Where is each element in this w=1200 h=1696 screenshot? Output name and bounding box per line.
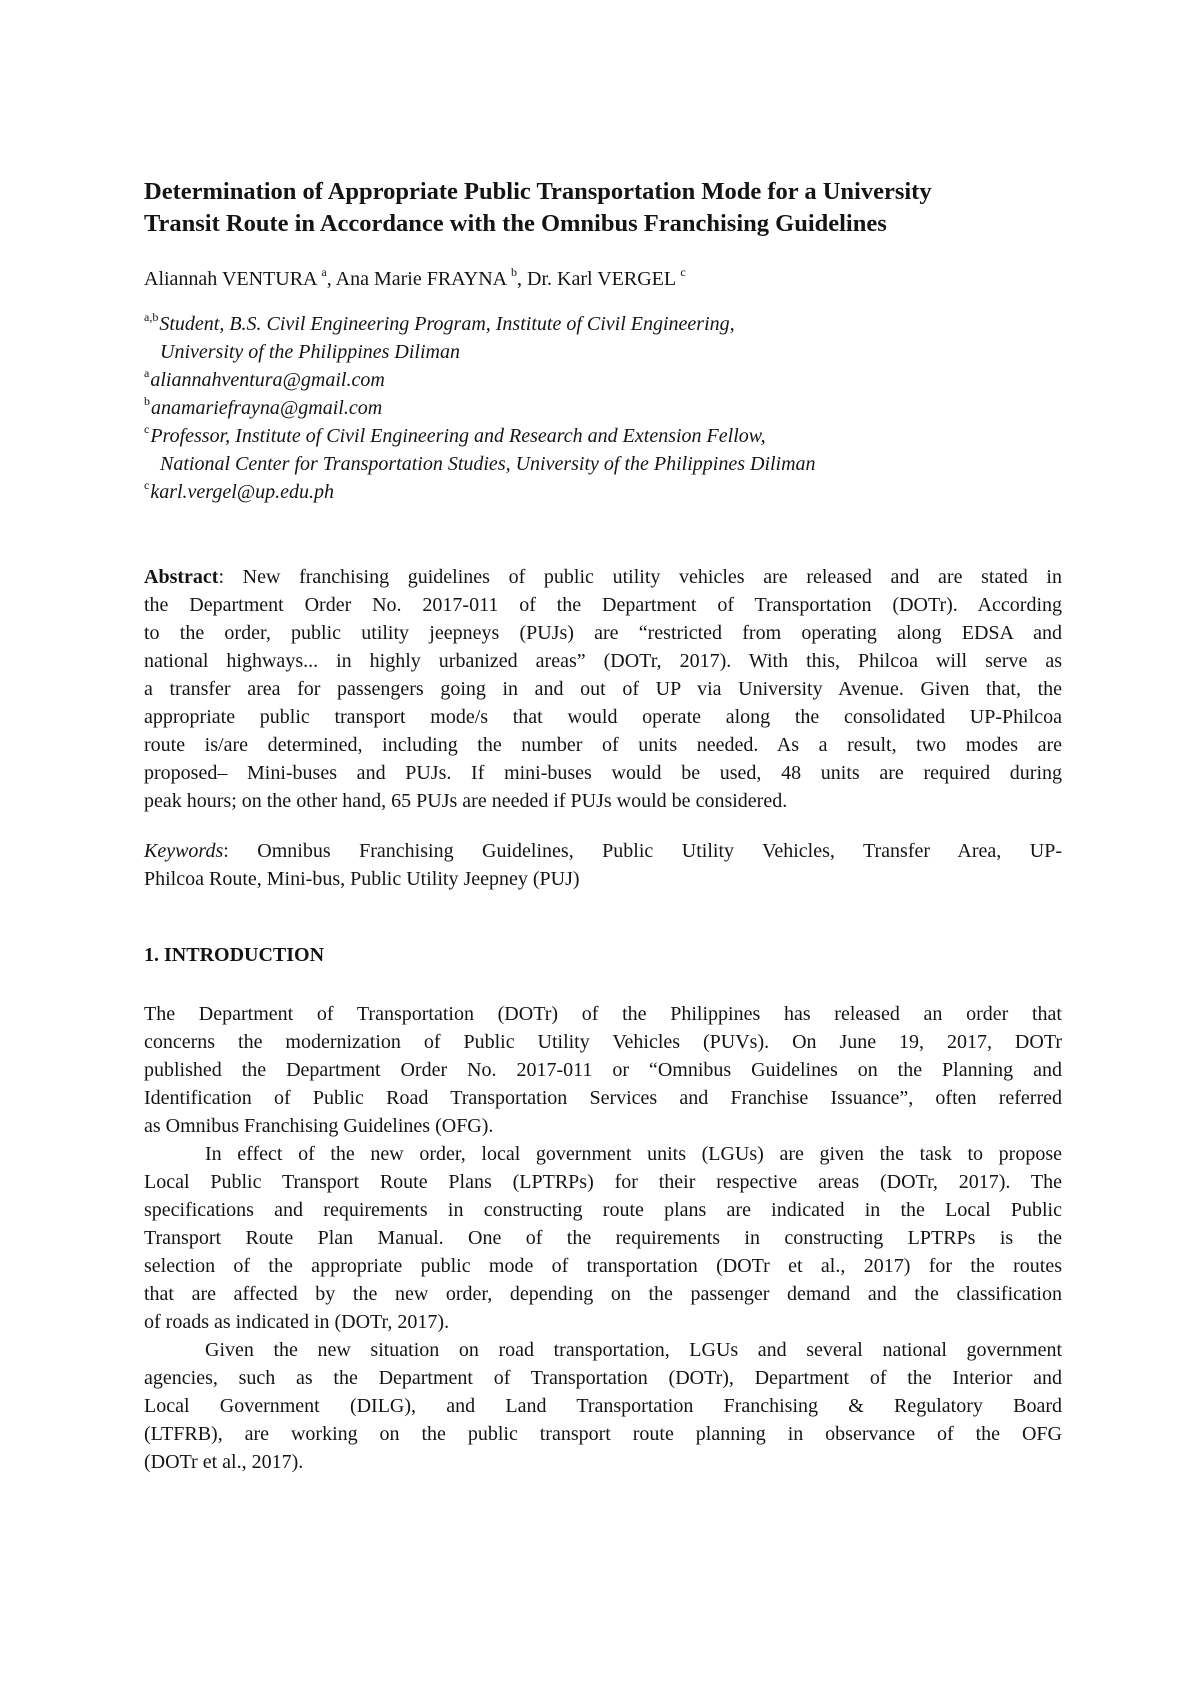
paper-title [144, 176, 1062, 240]
abstract-line [144, 563, 1062, 591]
author-email: aliannahventura@gmail.com [150, 369, 385, 391]
paragraph-line: of roads as indicated in (DOTr, 2017). [144, 1311, 450, 1333]
abstract-line: the Department Order No. 2017-011 of the Department of Transportation (DOTr). According [144, 594, 1062, 616]
abstract-line: route is/are determined, including the number of units needed. As a result, two modes are [144, 734, 1062, 756]
author-name: Ana Marie FRAYNA [335, 268, 507, 290]
author-name: Dr. Karl VERGEL [527, 268, 676, 290]
author-separator: , [517, 268, 528, 290]
paragraph-line: that are affected by the new order, depending on the passenger demand and the classification [144, 1283, 1062, 1305]
author-email: karl.vergel@up.edu.ph [150, 481, 335, 503]
keywords-label: Keywords [144, 840, 224, 862]
paragraph-line: Given the new situation on road transportation, LGUs and several national government [205, 1339, 1062, 1361]
abstract-line: peak hours; on the other hand, 65 PUJs are needed if PUJs would be considered. [144, 790, 788, 812]
paragraph-line: Local Government (DILG), and Land Transportation Franchising & Regulatory Board [144, 1395, 1062, 1417]
affiliation-line [144, 338, 1062, 366]
keywords-text: : Omnibus Franchising Guidelines, Public Utility Vehicles, Transfer Area, UP- [223, 840, 1062, 862]
title-line: Transit Route in Accordance with the Omnibus Franchising Guidelines [144, 210, 887, 237]
paragraph-line: The Department of Transportation (DOTr) of the Philippines has released an order that [144, 1003, 1062, 1025]
paragraph-line: concerns the modernization of Public Utility Vehicles (PUVs). On June 19, 2017, DOTr [144, 1031, 1062, 1053]
affiliation-text: Student, B.S. Civil Engineering Program, Institute of Civil Engineering, [159, 313, 735, 335]
abstract-line: proposed– Mini-buses and PUJs. If mini-buses would be used, 48 units are required during [144, 762, 1062, 784]
body-paragraph [144, 1336, 1062, 1476]
abstract-line: national highways... in highly urbanized areas” (DOTr, 2017). With this, Philcoa will serve as [144, 650, 1062, 672]
author-affiliation-marker: b [511, 265, 518, 279]
affiliation-list [144, 310, 1062, 506]
abstract-label: Abstract [144, 566, 219, 588]
paragraph-line: specifications and requirements in constructing route plans are indicated in the Local Public [144, 1199, 1062, 1221]
affiliation-marker: c [144, 478, 150, 492]
author-name: Aliannah VENTURA [144, 268, 317, 290]
affiliation-marker: c [144, 422, 150, 436]
affiliation-line [144, 422, 1062, 450]
paragraph-line: Transport Route Plan Manual. One of the requirements in constructing LPTRPs is the [144, 1227, 1062, 1249]
body-paragraph [144, 1000, 1062, 1140]
affiliation-line [144, 310, 1062, 338]
affiliation-email-line [144, 478, 1062, 506]
paragraph-line: selection of the appropriate public mode of transportation (DOTr et al., 2017) for the routes [144, 1255, 1062, 1277]
body-paragraph [144, 1140, 1062, 1336]
author-affiliation-marker: a [321, 265, 327, 279]
keywords-line [144, 837, 1062, 865]
affiliation-marker: a [144, 366, 150, 380]
paragraph-line: In effect of the new order, local government units (LGUs) are given the task to propose [205, 1143, 1062, 1165]
abstract [144, 563, 1062, 815]
affiliation-marker: a,b [144, 310, 159, 324]
title-line: Determination of Appropriate Public Transportation Mode for a University [144, 178, 932, 205]
keywords-line: Philcoa Route, Mini-bus, Public Utility Jeepney (PUJ) [144, 868, 580, 890]
affiliation-email-line [144, 366, 1062, 394]
affiliation-text: Professor, Institute of Civil Engineering and Research and Extension Fellow, [150, 425, 766, 447]
abstract-line: a transfer area for passengers going in and out of UP via University Avenue. Given that, the [144, 678, 1062, 700]
affiliation-email-line [144, 394, 1062, 422]
author-email: anamariefrayna@gmail.com [151, 397, 383, 419]
paper-page [144, 176, 1062, 1476]
keywords [144, 837, 1062, 893]
author-separator: , [326, 268, 336, 290]
abstract-line: to the order, public utility jeepneys (PUJs) are “restricted from operating along EDSA and [144, 622, 1062, 644]
paragraph-line: agencies, such as the Department of Transportation (DOTr), Department of the Interior and [144, 1367, 1062, 1389]
paragraph-line: (LTFRB), are working on the public transport route planning in observance of the OFG [144, 1423, 1062, 1445]
author-affiliation-marker: c [680, 265, 686, 279]
affiliation-text: National Center for Transportation Studies, University of the Philippines Diliman [160, 453, 816, 475]
affiliation-text: University of the Philippines Diliman [160, 341, 460, 363]
affiliation-line [144, 450, 1062, 478]
paragraph-line: as Omnibus Franchising Guidelines (OFG). [144, 1115, 494, 1137]
affiliation-marker: b [144, 394, 150, 408]
author-list [144, 266, 1062, 292]
paragraph-line: (DOTr et al., 2017). [144, 1451, 304, 1473]
paragraph-line: Local Public Transport Route Plans (LPTRPs) for their respective areas (DOTr, 2017). The [144, 1171, 1062, 1193]
abstract-text: : New franchising guidelines of public utility vehicles are released and are stated in [218, 566, 1062, 588]
section-heading: 1. INTRODUCTION [144, 944, 325, 966]
paragraph-line: Identification of Public Road Transportation Services and Franchise Issuance”, often referred [144, 1087, 1062, 1109]
abstract-line: appropriate public transport mode/s that would operate along the consolidated UP-Philcoa [144, 706, 1062, 728]
paragraph-line: published the Department Order No. 2017-011 or “Omnibus Guidelines on the Planning and [144, 1059, 1062, 1081]
